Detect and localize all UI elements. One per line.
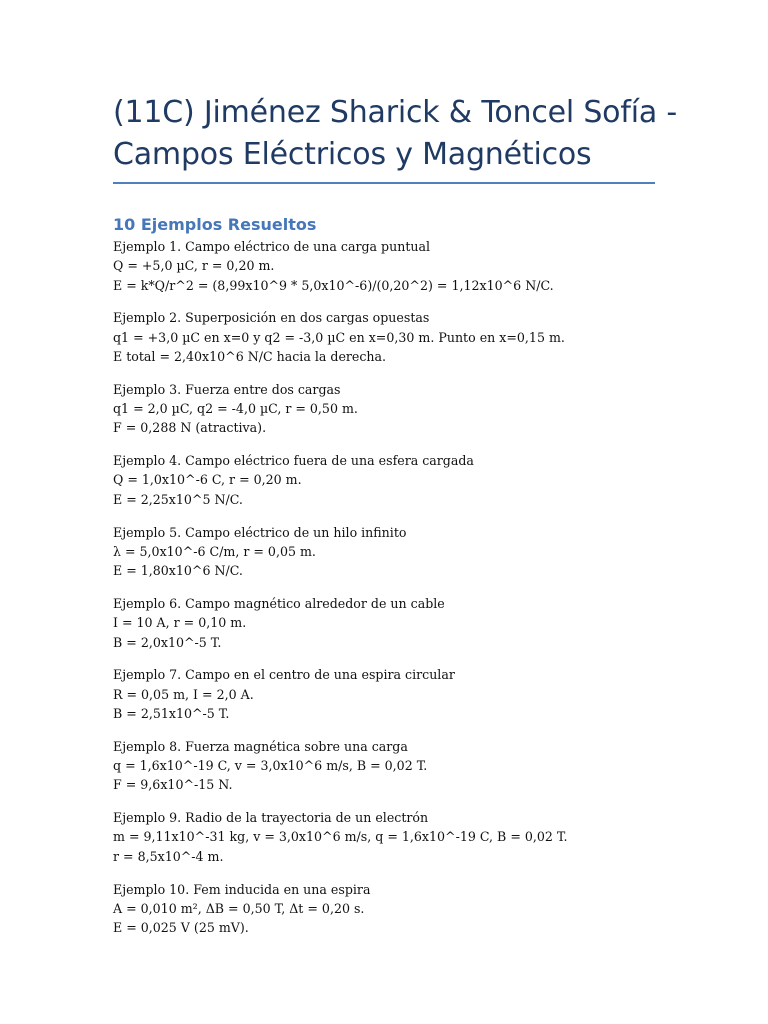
- example-result: B = 2,0x10^-5 T.: [113, 634, 222, 650]
- example-heading: Ejemplo 6. Campo magnético alrededor de un cable: [113, 595, 445, 611]
- example-3: [113, 380, 655, 438]
- example-result: E = 0,025 V (25 mV).: [113, 920, 249, 936]
- example-result: B = 2,51x10^-5 T.: [113, 705, 230, 721]
- example-7: [113, 665, 655, 723]
- example-data: I = 10 A, r = 0,10 m.: [113, 615, 247, 631]
- example-10: [113, 880, 655, 938]
- document-title-line-2: Campos Eléctricos y Magnéticos: [113, 137, 592, 172]
- example-heading: Ejemplo 3. Fuerza entre dos cargas: [113, 381, 341, 397]
- example-heading: Ejemplo 4. Campo eléctrico fuera de una esfera cargada: [113, 453, 474, 469]
- example-heading: Ejemplo 10. Fem inducida en una espira: [113, 881, 371, 897]
- example-data: m = 9,11x10^-31 kg, v = 3,0x10^6 m/s, q = 1,6x10^-19 C, B = 0,02 T.: [113, 829, 568, 845]
- example-2: [113, 308, 655, 366]
- example-heading: Ejemplo 1. Campo eléctrico de una carga puntual: [113, 239, 431, 254]
- example-6: [113, 594, 655, 652]
- example-data: A = 0,010 m², ΔB = 0,50 T, Δt = 0,20 s.: [113, 900, 365, 916]
- example-heading: Ejemplo 9. Radio de la trayectoria de un electrón: [113, 810, 429, 826]
- example-data: q1 = 2,0 µC, q2 = -4,0 µC, r = 0,50 m.: [113, 401, 358, 417]
- example-1: [113, 237, 655, 295]
- example-5: [113, 523, 655, 581]
- example-result: E = 1,80x10^6 N/C.: [113, 563, 243, 579]
- example-result: F = 9,6x10^-15 N.: [113, 777, 233, 793]
- example-result: E total = 2,40x10^6 N/C hacia la derecha.: [113, 348, 387, 364]
- example-data: R = 0,05 m, I = 2,0 A.: [113, 686, 254, 702]
- document-title: [113, 0, 677, 176]
- example-result: F = 0,288 N (atractiva).: [113, 420, 267, 436]
- example-heading: Ejemplo 7. Campo en el centro de una espira circular: [113, 667, 455, 683]
- example-heading: Ejemplo 8. Fuerza magnética sobre una carga: [113, 738, 408, 754]
- example-data: q = 1,6x10^-19 C, v = 3,0x10^6 m/s, B = 0,02 T.: [113, 758, 428, 774]
- example-heading: Ejemplo 5. Campo eléctrico de un hilo infinito: [113, 524, 407, 540]
- example-8: [113, 737, 655, 795]
- example-9: [113, 808, 655, 866]
- document-title-line-1: (11C) Jiménez Sharick & Toncel Sofía -: [113, 95, 677, 130]
- title-divider: [113, 182, 655, 184]
- example-data: Q = +5,0 µC, r = 0,20 m.: [113, 258, 275, 274]
- example-heading: Ejemplo 2. Superposición en dos cargas opuestas: [113, 310, 430, 326]
- example-result: E = k*Q/r^2 = (8,99x10^9 * 5,0x10^-6)/(0,20^2) = 1,12x10^6 N/C.: [113, 277, 554, 293]
- example-data: Q = 1,0x10^-6 C, r = 0,20 m.: [113, 472, 302, 488]
- examples-list: [113, 237, 655, 937]
- example-result: r = 8,5x10^-4 m.: [113, 848, 224, 864]
- example-data: λ = 5,0x10^-6 C/m, r = 0,05 m.: [113, 543, 316, 559]
- section-heading: 10 Ejemplos Resueltos: [113, 215, 317, 234]
- example-result: E = 2,25x10^5 N/C.: [113, 491, 243, 507]
- document-page: [113, 0, 677, 951]
- example-data: q1 = +3,0 µC en x=0 y q2 = -3,0 µC en x=0,30 m. Punto en x=0,15 m.: [113, 329, 565, 345]
- example-4: [113, 451, 655, 509]
